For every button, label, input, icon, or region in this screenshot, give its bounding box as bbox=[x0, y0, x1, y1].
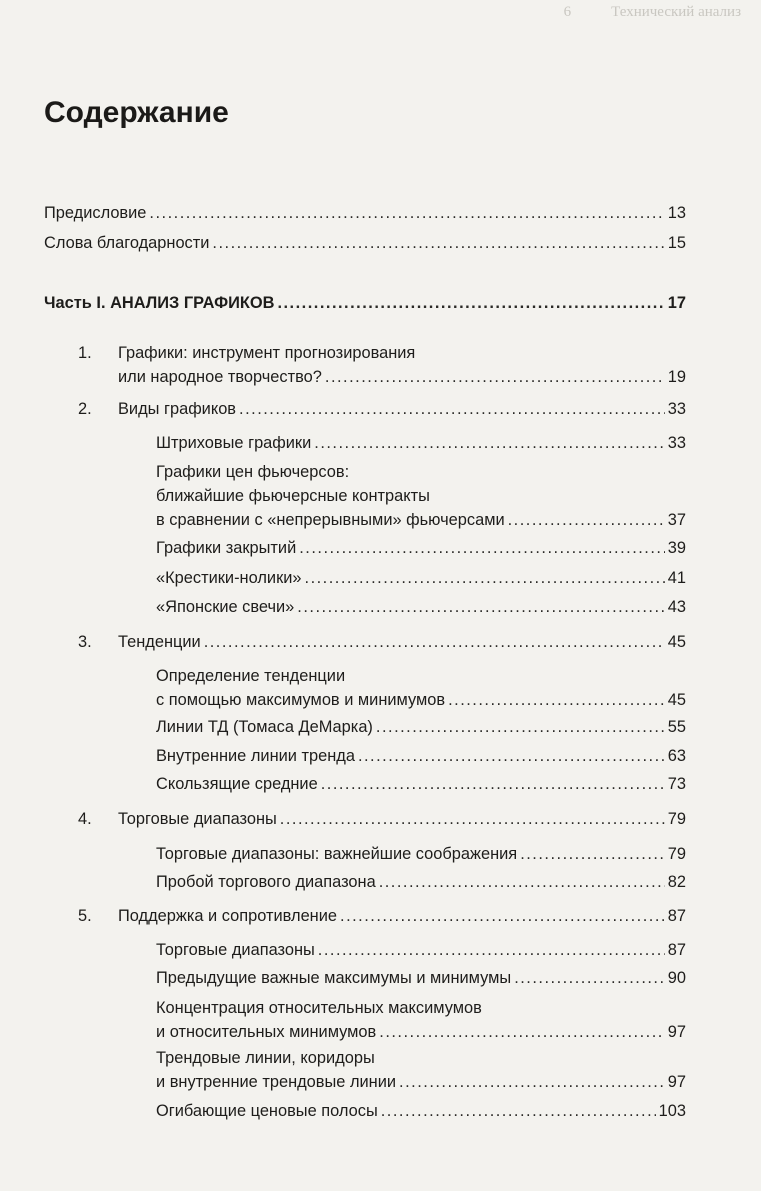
leader-dots bbox=[318, 938, 665, 962]
leader-dots bbox=[379, 870, 665, 894]
toc-page-number: 39 bbox=[667, 539, 686, 557]
leader-dots bbox=[305, 566, 665, 590]
toc-entry-title: Огибающие ценовые полосы bbox=[156, 1102, 378, 1120]
toc-page-number: 17 bbox=[667, 294, 686, 312]
toc-page-number: 41 bbox=[667, 569, 686, 587]
toc-page-number: 45 bbox=[667, 633, 686, 651]
toc-entry-title: с помощью максимумов и минимумов bbox=[156, 691, 446, 709]
toc-entry-title: Предисловие bbox=[44, 204, 147, 222]
toc-entry-title: Тенденции bbox=[118, 633, 201, 651]
toc-entry-title: Пробой торгового диапазона bbox=[156, 873, 376, 891]
toc-entry-title: Слова благодарности bbox=[44, 234, 210, 252]
toc-entry-section[interactable] bbox=[156, 744, 686, 768]
toc-page-number: 90 bbox=[667, 969, 686, 987]
chapter-number: 1. bbox=[78, 344, 92, 362]
toc-entry-title: и внутренние трендовые линии bbox=[156, 1073, 397, 1091]
leader-dots bbox=[508, 508, 665, 532]
toc-entry-title: Предыдущие важные максимумы и минимумы bbox=[156, 969, 512, 987]
toc-page-number: 37 bbox=[667, 511, 686, 529]
leader-dots bbox=[381, 1099, 656, 1123]
toc-page-number: 97 bbox=[667, 1073, 686, 1091]
toc-entry-title-line: Трендовые линии, коридоры bbox=[156, 1049, 375, 1067]
toc-page-number: 45 bbox=[667, 691, 686, 709]
leader-dots bbox=[149, 201, 664, 225]
toc-entry-section[interactable] bbox=[156, 1046, 686, 1094]
toc-entry-title: Торговые диапазоны bbox=[118, 810, 277, 828]
toc-entry-title: Штриховые графики bbox=[156, 434, 312, 452]
toc-entry-section[interactable] bbox=[156, 772, 686, 796]
leader-dots bbox=[204, 630, 665, 654]
leader-dots bbox=[314, 431, 665, 455]
chapter-number: 4. bbox=[78, 810, 92, 828]
toc-entry-title: в сравнении с «непрерывными» фьючерсами bbox=[156, 511, 505, 529]
leader-dots bbox=[321, 772, 665, 796]
running-header-page: 6 bbox=[563, 4, 572, 20]
toc-entry-section[interactable] bbox=[156, 966, 686, 990]
toc-entry-title: Часть I. АНАЛИЗ ГРАФИКОВ bbox=[44, 294, 275, 312]
toc-page-number: 103 bbox=[658, 1102, 686, 1120]
toc-entry-chapter-3[interactable] bbox=[78, 630, 686, 654]
toc-entry-section[interactable] bbox=[156, 938, 686, 962]
running-header bbox=[20, 4, 741, 21]
toc-page-number: 79 bbox=[667, 810, 686, 828]
toc-entry-title: Торговые диапазоны: важнейшие соображения bbox=[156, 845, 518, 863]
toc-entry-title-line: Определение тенденции bbox=[156, 667, 346, 685]
toc-page-number: 15 bbox=[667, 234, 686, 252]
leader-dots bbox=[520, 842, 665, 866]
leader-dots bbox=[277, 291, 664, 315]
toc-entry-title-line: ближайшие фьючерсные контракты bbox=[156, 487, 430, 505]
leader-dots bbox=[297, 595, 664, 619]
leader-dots bbox=[280, 807, 665, 831]
toc-entry-title: и относительных минимумов bbox=[156, 1023, 377, 1041]
leader-dots bbox=[399, 1070, 665, 1094]
toc-entry-title-line: Графики: инструмент прогнозирования bbox=[118, 344, 416, 362]
toc-page-number: 87 bbox=[667, 907, 686, 925]
leader-dots bbox=[448, 688, 665, 712]
toc-page-number: 87 bbox=[667, 941, 686, 959]
toc-page-number: 43 bbox=[667, 598, 686, 616]
toc-entry-section[interactable] bbox=[156, 595, 686, 619]
toc-entry-title: «Японские свечи» bbox=[156, 598, 295, 616]
toc-entry-title-line: Графики цен фьючерсов: bbox=[156, 463, 350, 481]
toc-entry-section[interactable] bbox=[156, 1099, 686, 1123]
running-header-title: Технический анализ bbox=[611, 4, 741, 20]
toc-page-number: 97 bbox=[667, 1023, 686, 1041]
toc-entry-title: Торговые диапазоны bbox=[156, 941, 315, 959]
toc-entry-title: Поддержка и сопротивление bbox=[118, 907, 338, 925]
toc-entry-title: «Крестики-нолики» bbox=[156, 569, 302, 587]
leader-dots bbox=[299, 536, 665, 560]
leader-dots bbox=[239, 397, 665, 421]
toc-page-number: 63 bbox=[667, 747, 686, 765]
leader-dots bbox=[379, 1020, 665, 1044]
page-title: Содержание bbox=[44, 96, 229, 129]
toc-page-number: 33 bbox=[667, 434, 686, 452]
chapter-number: 5. bbox=[78, 907, 92, 925]
toc-page-number: 13 bbox=[667, 204, 686, 222]
chapter-number: 3. bbox=[78, 633, 92, 651]
toc-entry-section[interactable] bbox=[156, 715, 686, 739]
toc-entry-title-line: Концентрация относительных максимумов bbox=[156, 999, 482, 1017]
toc-page-number: 82 bbox=[667, 873, 686, 891]
toc-entry-section[interactable] bbox=[156, 460, 686, 532]
toc-page-number: 79 bbox=[667, 845, 686, 863]
toc-entry-title: или народное творчество? bbox=[118, 368, 322, 386]
toc-entry-title: Внутренние линии тренда bbox=[156, 747, 355, 765]
toc-entry-title: Линии ТД (Томаса ДеМарка) bbox=[156, 718, 373, 736]
toc-entry-thanks[interactable] bbox=[44, 231, 686, 255]
toc-page-number: 33 bbox=[667, 400, 686, 418]
toc-entry-preface[interactable] bbox=[44, 201, 686, 225]
toc-entry-section[interactable] bbox=[156, 664, 686, 712]
chapter-number: 2. bbox=[78, 400, 92, 418]
leader-dots bbox=[212, 231, 664, 255]
toc-entry-section[interactable] bbox=[156, 536, 686, 560]
toc-entry-chapter-2[interactable] bbox=[78, 397, 686, 421]
toc-entry-part-1[interactable] bbox=[44, 291, 686, 315]
leader-dots bbox=[340, 904, 665, 928]
leader-dots bbox=[376, 715, 665, 739]
toc-entry-section[interactable] bbox=[156, 870, 686, 894]
leader-dots bbox=[514, 966, 665, 990]
toc-entry-section[interactable] bbox=[156, 566, 686, 590]
toc-page-number: 19 bbox=[667, 368, 686, 386]
leader-dots bbox=[325, 365, 665, 389]
toc-entry-section[interactable] bbox=[156, 842, 686, 866]
toc-entry-section[interactable] bbox=[156, 996, 686, 1044]
toc-entry-title: Скользящие средние bbox=[156, 775, 318, 793]
toc-entry-section[interactable] bbox=[156, 431, 686, 455]
leader-dots bbox=[358, 744, 665, 768]
toc-entry-chapter-4[interactable] bbox=[78, 807, 686, 831]
toc-entry-chapter-1[interactable] bbox=[78, 341, 686, 389]
toc-entry-title: Графики закрытий bbox=[156, 539, 297, 557]
toc-entry-title: Виды графиков bbox=[118, 400, 237, 418]
toc-entry-chapter-5[interactable] bbox=[78, 904, 686, 928]
toc-page-number: 73 bbox=[667, 775, 686, 793]
toc-page-number: 55 bbox=[667, 718, 686, 736]
